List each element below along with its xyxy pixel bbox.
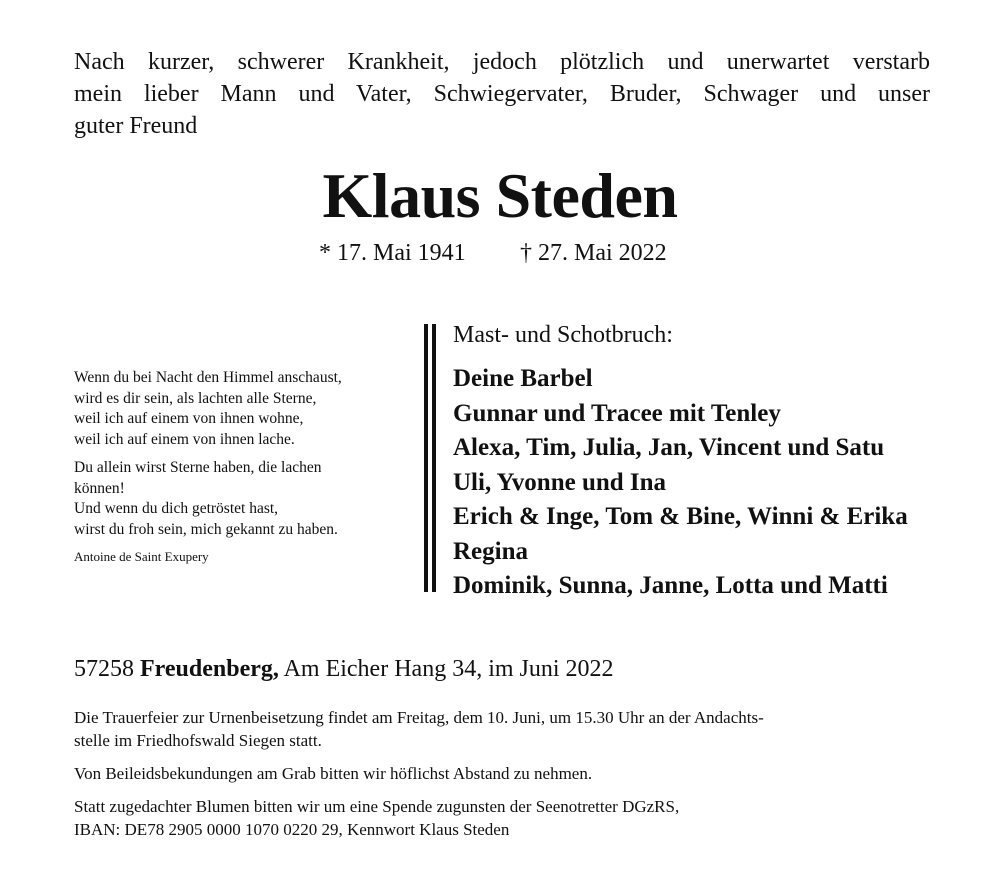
note-line: Von Beileidsbekundungen am Grab bitten wir höflichst Abstand zu nehmen.	[74, 764, 593, 783]
poem	[74, 368, 414, 566]
mourners-heading: Mast- und Schotbruch:	[453, 322, 673, 348]
poem-line: wirst du froh sein, mich gekannt zu haben.	[74, 520, 338, 538]
note-line: Statt zugedachter Blumen bitten wir um eine Spende zugunsten der Seenotretter DGzRS,	[74, 797, 680, 816]
poem-stanza	[74, 458, 414, 540]
mourner-entry: Deine Barbel	[453, 365, 593, 392]
mourner-entry: Alexa, Tim, Julia, Jan, Vincent und Satu	[453, 434, 885, 461]
poem-line: Du allein wirst Sterne haben, die lachen	[74, 459, 322, 476]
note-line: stelle im Friedhofswald Siegen statt.	[74, 731, 322, 750]
mourner-entry: Regina	[453, 537, 528, 565]
vertical-divider	[432, 324, 436, 592]
note-line: Die Trauerfeier zur Urnenbeisetzung findet am Freitag, dem 10. Juni, um 15.30 Uhr an der Andachts-	[74, 708, 764, 727]
intro-text	[74, 46, 930, 142]
poem-line: können!	[74, 479, 125, 497]
poem-author: Antoine de Saint Exupery	[74, 549, 209, 564]
funeral-note	[74, 706, 930, 752]
mourner-entry: Erich & Inge, Tom & Bine, Winni & Erika	[453, 503, 908, 530]
intro-line: Nach kurzer, schwerer Krankheit, jedoch plötzlich und unerwartet verstarb	[74, 49, 930, 75]
mourner-entry: Uli, Yvonne und Ina	[453, 468, 667, 496]
poem-line: wird es dir sein, als lachten alle Sterne,	[74, 389, 317, 407]
address-and-date: Am Eicher Hang 34, im Juni 2022	[283, 656, 614, 682]
intro-line: guter Freund	[74, 113, 198, 139]
poem-line: Wenn du bei Nacht den Himmel anschaust,	[74, 369, 342, 386]
mourner-entry: Gunnar und Tracee mit Tenley	[453, 399, 781, 427]
birth-date: * 17. Mai 1941	[319, 240, 466, 266]
mourners-list	[453, 320, 953, 604]
donation-note	[74, 795, 930, 841]
poem-line: Und wenn du dich getröstet hast,	[74, 500, 279, 517]
intro-line: mein lieber Mann und Vater, Schwiegervater, Bruder, Schwager und unser	[74, 81, 930, 107]
place-and-date	[74, 654, 614, 684]
condolence-note	[74, 762, 930, 785]
notes	[74, 706, 930, 851]
vertical-divider	[424, 324, 428, 592]
poem-line: weil ich auf einem von ihnen lache.	[74, 430, 295, 448]
deceased-name: Klaus Steden	[322, 160, 678, 231]
poem-stanza	[74, 368, 414, 450]
note-line: IBAN: DE78 2905 0000 1070 0220 29, Kennwort Klaus Steden	[74, 820, 510, 839]
postcode: 57258	[74, 656, 134, 682]
mourner-entry: Dominik, Sunna, Janne, Lotta und Matti	[453, 572, 888, 599]
city: Freudenberg,	[140, 656, 279, 682]
death-date: † 27. Mai 2022	[520, 240, 667, 266]
poem-line: weil ich auf einem von ihnen wohne,	[74, 410, 304, 427]
